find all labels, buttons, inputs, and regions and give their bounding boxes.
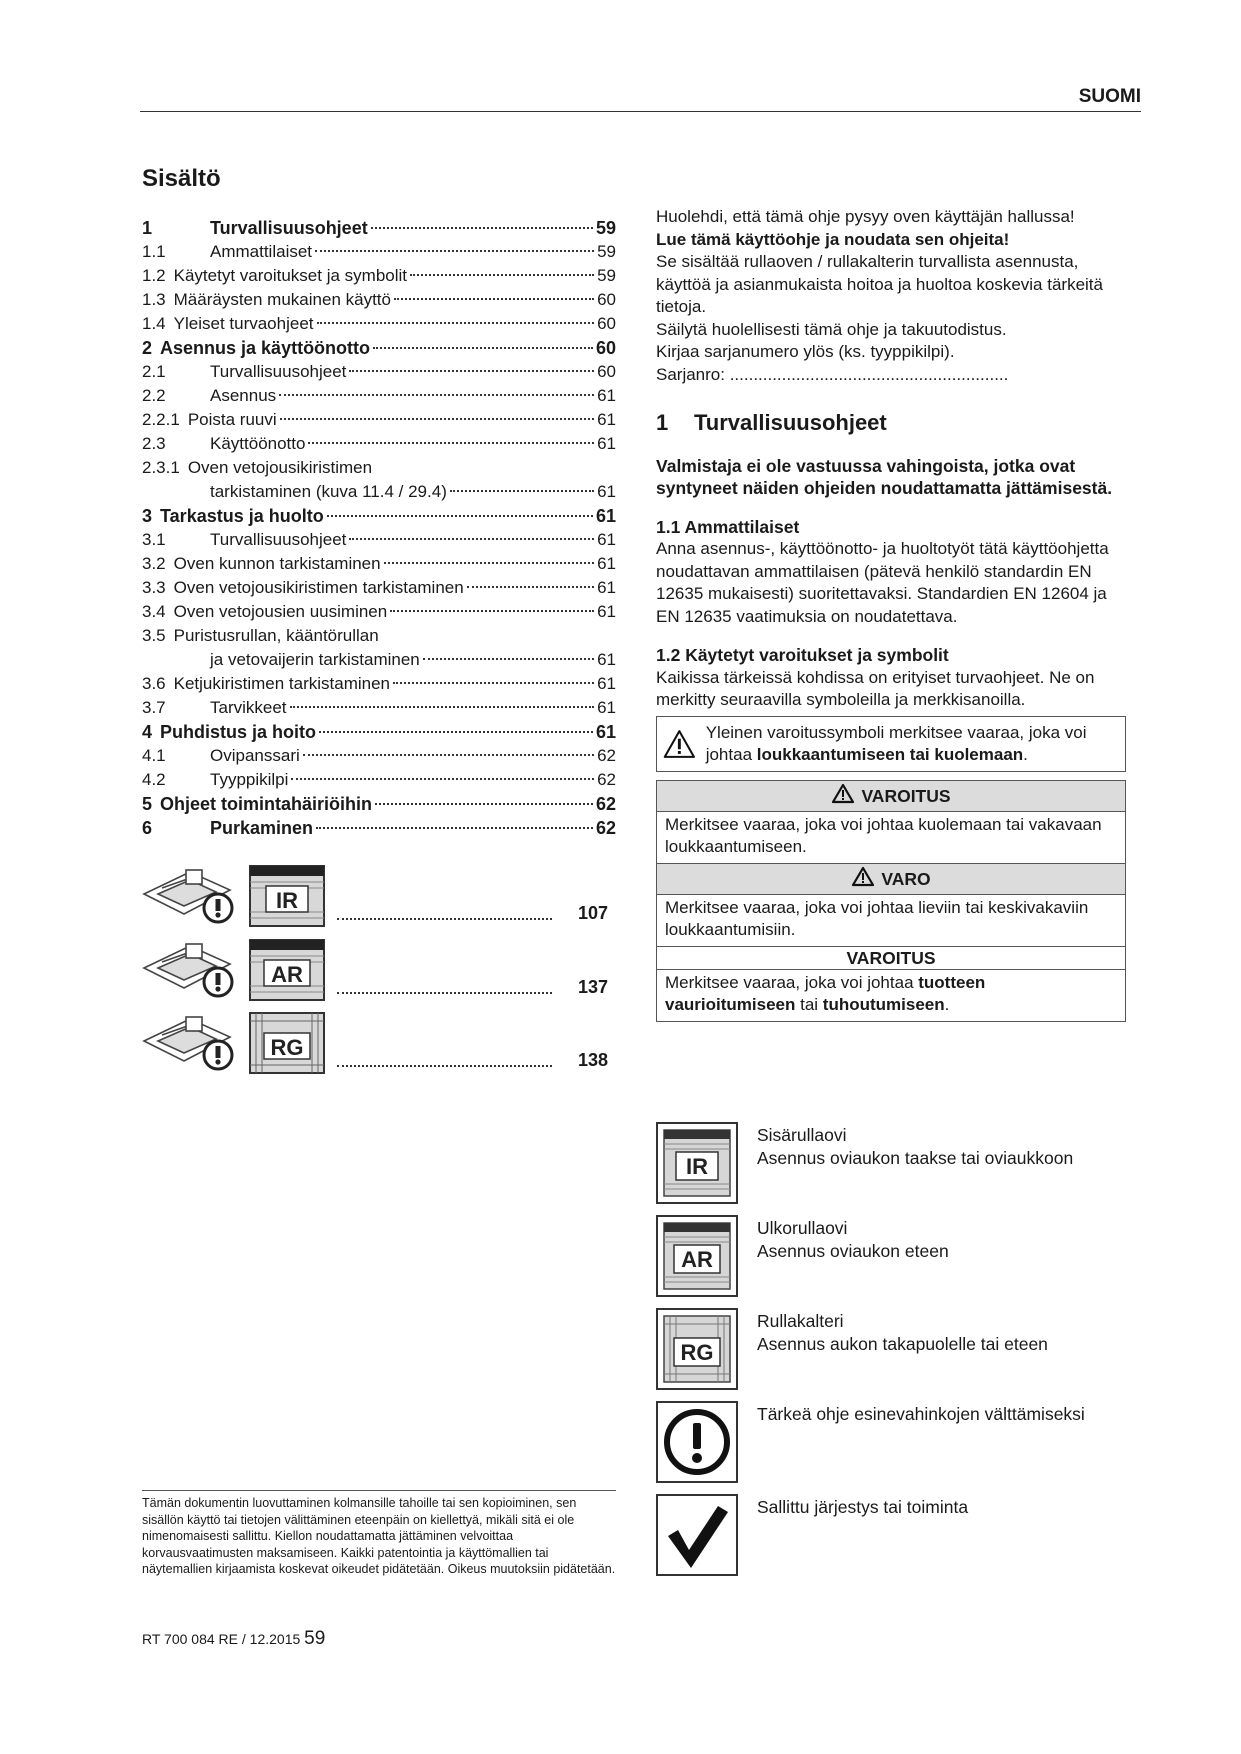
toc-leader <box>290 706 595 708</box>
toc-entry-number: 2 <box>142 338 153 358</box>
toc-entry-label: Oven kunnon tarkistaminen <box>173 554 381 573</box>
toc-leader <box>371 227 593 229</box>
toc-entry[interactable] <box>142 816 616 840</box>
intro-p5: Kirjaa sarjanumero ylös (ks. tyyppikilpi). <box>656 342 955 361</box>
toc-entry-label: tarkistaminen (kuva 11.4 / 29.4) <box>210 482 447 501</box>
subsection-1-1-title: 1.1 Ammattilaiset <box>656 516 800 537</box>
toc-entry-label: Oven vetojousien uusiminen <box>173 602 388 621</box>
link-row-ir[interactable] <box>142 864 616 928</box>
legend-line1: Rullakalteri <box>757 1311 844 1331</box>
link-leader <box>337 1065 552 1067</box>
toc-entry-page: 59 <box>597 266 616 285</box>
toc-entry[interactable] <box>142 480 616 504</box>
toc-entry-page: 62 <box>597 746 616 765</box>
toc-entry-page: 61 <box>597 434 616 453</box>
toc-leader <box>291 778 594 780</box>
link-leader <box>337 918 552 920</box>
toc-entry-page: 61 <box>595 506 616 526</box>
notice-text-b: tuotteen vaurioitumiseen <box>665 972 986 1014</box>
toc-entry-label: Ketjukiristimen tarkistaminen <box>173 674 390 693</box>
toc-entry-page: 61 <box>597 698 616 717</box>
notice-text-c: tai <box>795 995 823 1014</box>
toc-entry-page: 62 <box>595 818 616 838</box>
notice-text-e: . <box>944 995 950 1014</box>
toc-entry-page: 61 <box>597 602 616 621</box>
ir-install-icon <box>142 864 332 928</box>
toc-entry-number: 1 <box>142 218 153 238</box>
toc-entry-page: 60 <box>595 338 616 358</box>
legend-text <box>757 1310 1048 1355</box>
toc-entry-label: Ohjeet toimintahäiriöihin <box>160 794 373 814</box>
toc-entry-label: Puhdistus ja hoito <box>160 722 317 742</box>
toc-leader <box>393 682 594 684</box>
toc-leader <box>316 827 593 829</box>
toc-leader <box>375 803 593 805</box>
toc-entry-number: 4.1 <box>142 746 166 765</box>
toc-entry[interactable] <box>142 216 616 240</box>
toc-entry-number: 3.5 <box>142 626 166 645</box>
section-number: 1 <box>656 410 669 435</box>
legend-line2: Asennus oviaukon eteen <box>757 1240 949 1261</box>
exclamation-icon <box>656 1401 738 1483</box>
toc-entry-label: Turvallisuusohjeet <box>210 530 347 549</box>
toc-entry[interactable] <box>142 624 616 648</box>
toc-entry[interactable] <box>142 720 616 744</box>
toc-entry-number: 3.2 <box>142 554 166 573</box>
toc-entry-label: Käyttöönotto <box>210 434 306 453</box>
toc-entry-page: 61 <box>597 530 616 549</box>
toc-entry-label: Yleiset turvaohjeet <box>173 314 314 333</box>
toc-entry-number: 2.1 <box>142 362 166 381</box>
legend-item-important <box>656 1401 1126 1487</box>
right-column <box>656 206 1126 1022</box>
toc-entry[interactable] <box>142 408 616 432</box>
toc-entry-number: 2.3.1 <box>142 458 180 477</box>
toc-entry-page: 61 <box>597 554 616 573</box>
toc-entry-number: 3.1 <box>142 530 166 549</box>
toc-leader <box>450 490 594 492</box>
toc-entry-page: 61 <box>595 722 616 742</box>
copyright-notice: Tämän dokumentin luovuttaminen kolmansille tahoille tai sen kopioiminen, sen sisällön käyttö tai tietojen välittäminen eteenpäin on kiellettyä, mikäli sitä ei ole nimenomaisesti sallittu. Kiellon noudattamatta jättäminen velvoittaa korvausvaatimusten maksamiseen. Kaikki patentointia ja käyttömallien tai näytemallien kirjaamista koskevat oikeudet pidätetään. Oikeus muutoksiin pidätetään. <box>142 1490 616 1578</box>
toc-entry[interactable] <box>142 744 616 768</box>
table-of-contents <box>142 216 616 840</box>
svg-text:IR: IR <box>276 888 298 913</box>
toc-leader <box>394 298 594 300</box>
signal-caution-label: VARO <box>881 868 931 889</box>
signal-caution-text: Merkitsee vaaraa, joka voi johtaa lieviin tai keskivakaviin loukkaantumisiin. <box>665 897 1089 939</box>
toc-leader <box>349 538 594 540</box>
link-row-rg[interactable] <box>142 1011 616 1075</box>
toc-entry[interactable] <box>142 384 616 408</box>
intro-p1: Huolehdi, että tämä ohje pysyy oven käyttäjän hallussa! <box>656 207 1075 226</box>
general-warning-text-b: loukkaantumiseen tai kuolemaan <box>756 744 1024 764</box>
link-page-number: 138 <box>577 1050 608 1070</box>
toc-entry[interactable] <box>142 696 616 720</box>
toc-entry-label: Purkaminen <box>210 818 314 838</box>
toc-entry-page: 60 <box>597 314 616 333</box>
legend-item-rg <box>656 1308 1126 1394</box>
signal-notice-text <box>657 970 1125 1021</box>
signal-warning-text: Merkitsee vaaraa, joka voi johtaa kuolemaan tai vakavaan loukkaantumiseen. <box>665 814 1102 856</box>
general-warning-text-a: Yleinen varoitussymboli merkitsee vaaraa, joka voi johtaa <box>705 722 1087 764</box>
toc-entry-label: Ammattilaiset <box>210 242 313 261</box>
warning-triangle-icon <box>851 866 875 887</box>
toc-entry-number: 1.3 <box>142 290 166 309</box>
svg-text:IR: IR <box>686 1154 708 1179</box>
toc-entry-page: 62 <box>597 770 616 789</box>
legend-line1: Sallittu järjestys tai toiminta <box>757 1497 969 1517</box>
legend-line1: Ulkorullaovi <box>757 1218 848 1238</box>
toc-leader <box>279 394 594 396</box>
toc-entry-number: 2.2.1 <box>142 410 180 429</box>
toc-entry-label: Puristusrullan, kääntörullan <box>173 626 379 645</box>
toc-leader <box>308 442 594 444</box>
toc-entry-page: 61 <box>597 578 616 597</box>
toc-entry-number: 6 <box>142 818 153 838</box>
legend-item-ar <box>656 1215 1126 1301</box>
disclaimer: Valmistaja ei ole vastuussa vahingoista, jotka ovat syntyneet näiden ohjeiden noudattamatta jättämisestä. <box>656 455 1113 498</box>
warning-triangle-icon <box>663 719 696 769</box>
toc-entry[interactable] <box>142 552 616 576</box>
warning-triangle-icon <box>831 783 855 804</box>
toc-leader <box>390 610 594 612</box>
toc-entry-page: 59 <box>597 242 616 261</box>
toc-entry-page: 61 <box>597 674 616 693</box>
notice-text-a: Merkitsee vaaraa, joka voi johtaa <box>665 972 919 992</box>
svg-text:RG: RG <box>680 1340 714 1365</box>
toc-entry-label: Turvallisuusohjeet <box>210 218 368 238</box>
signal-warning-label: VAROITUS <box>861 785 951 806</box>
toc-entry-number: 1.1 <box>142 242 166 261</box>
toc-title: Sisältö <box>142 165 221 192</box>
toc-leader <box>384 562 594 564</box>
legend-line1: Sisärullaovi <box>757 1125 847 1145</box>
rg-grille-icon <box>656 1308 738 1390</box>
toc-entry-number: 5 <box>142 794 153 814</box>
toc-entry[interactable] <box>142 336 616 360</box>
toc-entry[interactable] <box>142 528 616 552</box>
toc-entry-page: 61 <box>597 386 616 405</box>
toc-entry-number: 4 <box>142 722 153 742</box>
language-label: SUOMI <box>1078 86 1141 107</box>
signal-warning-head <box>657 780 1125 812</box>
toc-entry-label: Asennus <box>210 386 277 405</box>
header-rule <box>140 111 1141 112</box>
toc-entry[interactable] <box>142 648 616 672</box>
toc-entry[interactable] <box>142 360 616 384</box>
toc-entry[interactable] <box>142 312 616 336</box>
toc-entry[interactable] <box>142 792 616 816</box>
link-leader <box>337 992 552 994</box>
toc-leader <box>410 274 594 276</box>
rg-install-icon <box>142 1011 332 1075</box>
intro-p3: Se sisältää rullaoven / rullakalterin turvallista asennusta, käyttöä ja asianmukaista hoitoa ja huoltoa koskevia tärkeitä tietoja. <box>656 252 1103 316</box>
subsection-1-2-text: Kaikissa tärkeissä kohdissa on erityiset turvaohjeet. Ne on merkitty seuraavilla symboleilla ja merkkisanoilla. <box>656 667 1095 709</box>
toc-entry-label: Tarkastus ja huolto <box>160 506 324 526</box>
toc-entry-number: 3.7 <box>142 698 166 717</box>
page-footer <box>142 1628 325 1650</box>
svg-text:AR: AR <box>271 962 303 987</box>
intro-p2: Lue tämä käyttöohje ja noudata sen ohjeita! <box>656 229 1010 249</box>
signal-word-table <box>656 780 1126 1022</box>
toc-entry[interactable] <box>142 432 616 456</box>
signal-notice-head: VAROITUS <box>657 946 1125 970</box>
ir-door-icon <box>656 1122 738 1204</box>
toc-leader <box>327 515 593 517</box>
toc-entry-page: 60 <box>597 290 616 309</box>
toc-entry-label: Asennus ja käyttöönotto <box>160 338 371 358</box>
toc-leader <box>349 370 594 372</box>
section-title: Turvallisuusohjeet <box>694 410 887 435</box>
toc-leader <box>317 322 595 324</box>
toc-entry-label: Käytetyt varoitukset ja symbolit <box>173 266 408 285</box>
legend-line1: Tärkeä ohje esinevahinkojen välttämiseksi <box>757 1404 1085 1424</box>
toc-entry[interactable] <box>142 600 616 624</box>
toc-leader <box>303 754 594 756</box>
notice-text-d: tuhoutumiseen <box>822 995 945 1014</box>
toc-entry[interactable] <box>142 576 616 600</box>
document-number: RT 700 084 RE / 12.2015 <box>142 1631 301 1647</box>
toc-entry-number: 3.3 <box>142 578 166 597</box>
toc-entry-number: 3 <box>142 506 153 526</box>
toc-leader <box>280 418 594 420</box>
legend-line2: Asennus oviaukon taakse tai oviaukkoon <box>757 1147 1074 1168</box>
link-row-ar[interactable] <box>142 938 616 1002</box>
checkmark-icon <box>656 1494 738 1576</box>
legend-text <box>757 1217 949 1262</box>
toc-entry[interactable] <box>142 456 616 480</box>
intro-p4: Säilytä huolellisesti tämä ohje ja takuutodistus. <box>656 319 1007 339</box>
subsection-1-2-title: 1.2 Käytetyt varoitukset ja symbolit <box>656 645 949 665</box>
toc-entry[interactable] <box>142 768 616 792</box>
link-page-number: 107 <box>577 903 608 923</box>
legend-item-allowed <box>656 1494 1126 1580</box>
signal-caution-head <box>657 863 1125 895</box>
toc-entry-label: ja vetovaijerin tarkistaminen <box>210 650 420 669</box>
link-page-number: 137 <box>577 977 608 997</box>
toc-entry-number: 1.2 <box>142 266 166 285</box>
ar-install-icon <box>142 938 332 1002</box>
toc-entry-label: Määräysten mukainen käyttö <box>173 290 391 309</box>
toc-entry-label: Oven vetojousikiristimen tarkistaminen <box>173 578 464 597</box>
toc-entry[interactable] <box>142 264 616 288</box>
toc-entry-number: 3.4 <box>142 602 166 621</box>
toc-leader <box>315 250 594 252</box>
legend-text <box>757 1496 968 1519</box>
svg-text:RG: RG <box>270 1035 304 1060</box>
toc-entry-page: 61 <box>597 650 616 669</box>
toc-entry-number: 3.6 <box>142 674 166 693</box>
toc-entry-number: 4.2 <box>142 770 166 789</box>
toc-entry-label: Turvallisuusohjeet <box>210 362 347 381</box>
ar-door-icon <box>656 1215 738 1297</box>
toc-entry[interactable] <box>142 672 616 696</box>
section-heading <box>656 412 1126 435</box>
toc-entry-label: Tyyppikilpi <box>210 770 289 789</box>
legend-text <box>757 1403 1085 1426</box>
toc-entry[interactable] <box>142 288 616 312</box>
page-number: 59 <box>304 1628 326 1649</box>
toc-entry-page: 62 <box>595 794 616 814</box>
general-warning-box <box>656 716 1126 772</box>
legend-line2: Asennus aukon takapuolelle tai eteen <box>757 1333 1048 1354</box>
toc-entry-number: 2.3 <box>142 434 166 453</box>
subsection-1-1-text: Anna asennus-, käyttöönotto- ja huoltotyöt tätä käyttöohjetta noudattavan ammattilaisen (pätevä henkilö standardin EN 12635 mukaisesti) suoritettavaksi. Standardien EN 12604 ja EN 12635 vaatimuksia on noudatettava. <box>656 539 1109 626</box>
toc-entry-label: Ovipanssari <box>210 746 300 765</box>
toc-entry-page: 61 <box>597 482 616 501</box>
toc-entry-label: Oven vetojousikiristimen <box>187 458 373 477</box>
toc-entry-page: 59 <box>595 218 616 238</box>
toc-leader <box>319 731 593 733</box>
toc-entry-page: 61 <box>597 410 616 429</box>
toc-entry-number: 1.4 <box>142 314 166 333</box>
toc-entry-number: 2.2 <box>142 386 166 405</box>
toc-leader <box>423 658 594 660</box>
general-warning-text-c: . <box>1023 744 1028 764</box>
serial-number-line: Sarjanro: ........................................................... <box>656 364 1009 384</box>
svg-text:AR: AR <box>681 1247 713 1272</box>
toc-entry-label: Poista ruuvi <box>187 410 277 429</box>
toc-entry-label: Tarvikkeet <box>210 698 287 717</box>
toc-leader <box>467 586 594 588</box>
toc-entry[interactable] <box>142 504 616 528</box>
legend-item-ir <box>656 1122 1126 1208</box>
general-warning-text <box>706 722 1119 766</box>
toc-entry-page: 60 <box>597 362 616 381</box>
legend-text <box>757 1124 1073 1169</box>
toc-leader <box>373 347 593 349</box>
toc-entry[interactable] <box>142 240 616 264</box>
